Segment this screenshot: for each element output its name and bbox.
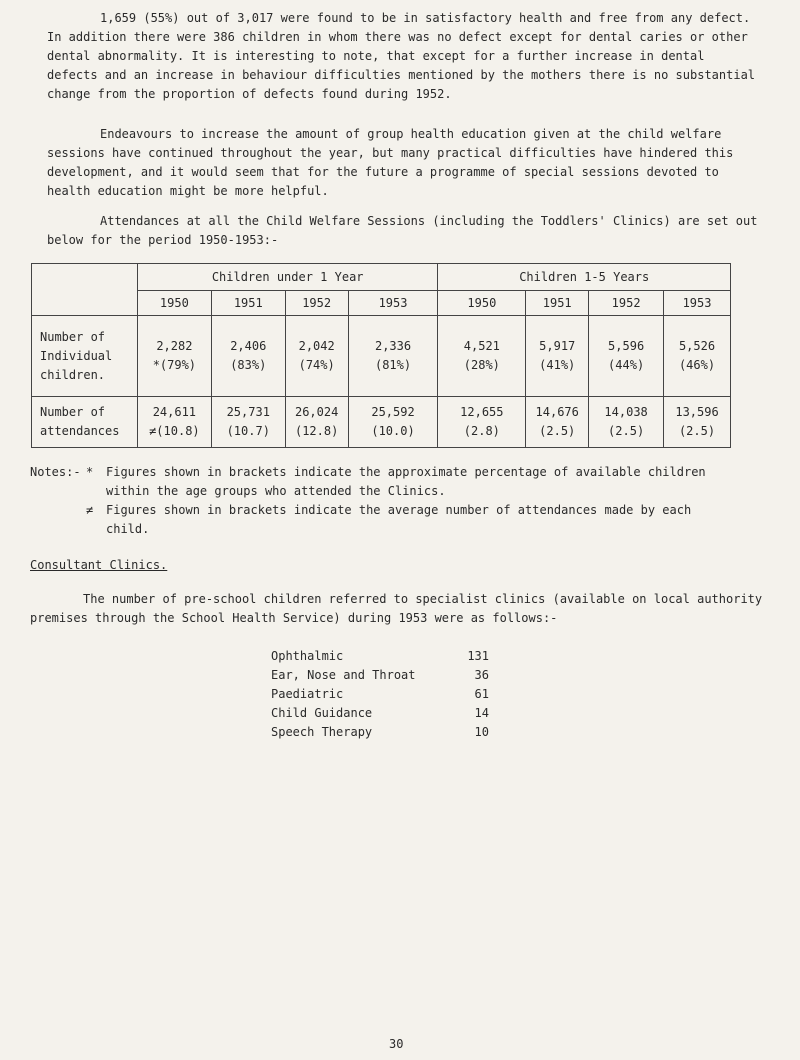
- attendance-table: [31, 263, 731, 448]
- note-symbol-asterisk: *: [86, 465, 94, 479]
- section-heading: Consultant Clinics.: [30, 558, 168, 572]
- table-cell: 26,024 (12.8): [285, 397, 348, 448]
- table-cell: 25,592 (10.0): [348, 397, 438, 448]
- year-header: 1953: [348, 291, 438, 316]
- table-cell: 2,336 (81%): [348, 316, 438, 397]
- note-2-line-2: child.: [106, 522, 150, 536]
- row-label-individual-children: Number of Individual children.: [32, 316, 138, 397]
- table-cell: 25,731 (10.7): [211, 397, 285, 448]
- note-1-line-2: within the age groups who attended the Clinics.: [106, 484, 446, 498]
- note-2-line-1: Figures shown in brackets indicate the average number of attendances made by each: [106, 503, 692, 517]
- year-header: 1952: [589, 291, 664, 316]
- table-corner: [32, 264, 138, 316]
- table-cell: 2,282 *(79%): [137, 316, 211, 397]
- intro-paragraph-1: 1,659 (55%) out of 3,017 were found to be in satisfactory health and free from any defect. In addition there were 386 children in whom there was no defect except for dental caries or other dental abnormality. It is interesting to note, that except for a further increase in dental defects and an increase in behaviour difficulties mentioned by the mothers there is no substantial change from the proportion of defects found during 1952.: [47, 11, 756, 101]
- table-cell: 5,526 (46%): [664, 316, 731, 397]
- group-header-under-1: Children under 1 Year: [137, 264, 438, 291]
- table-cell: 24,611 ≠(10.8): [137, 397, 211, 448]
- table-row-individual-children: [32, 316, 731, 397]
- page-number: 30: [389, 1037, 404, 1051]
- year-header: 1950: [137, 291, 211, 316]
- list-item: Paediatric 61: [271, 687, 489, 701]
- consultant-paragraph: The number of pre-school children referred to specialist clinics (available on local authority premises through the School Health Service) during 1953 were as follows:-: [30, 592, 763, 625]
- table-cell: 5,596 (44%): [589, 316, 664, 397]
- year-header: 1953: [664, 291, 731, 316]
- year-header: 1951: [526, 291, 589, 316]
- table-cell: 2,042 (74%): [285, 316, 348, 397]
- table-notes: [30, 463, 770, 539]
- clinics-list: [271, 647, 521, 742]
- table-cell: 5,917 (41%): [526, 316, 589, 397]
- notes-label: Notes:-: [30, 465, 81, 479]
- table-cell: 14,676 (2.5): [526, 397, 589, 448]
- note-symbol-dagger: ≠: [86, 503, 94, 517]
- year-header: 1950: [438, 291, 526, 316]
- year-header: 1951: [211, 291, 285, 316]
- intro-paragraph-3: Attendances at all the Child Welfare Sessions (including the Toddlers' Clinics) are set out below for the period 1950-1953:-: [47, 214, 758, 247]
- table-cell: 4,521 (28%): [438, 316, 526, 397]
- row-label-attendances: Number of attendances: [32, 397, 138, 448]
- list-item: Ophthalmic 131: [271, 649, 489, 663]
- year-header: 1952: [285, 291, 348, 316]
- table-cell: 12,655 (2.8): [438, 397, 526, 448]
- table-cell: 13,596 (2.5): [664, 397, 731, 448]
- list-item: Child Guidance 14: [271, 706, 489, 720]
- table-cell: 14,038 (2.5): [589, 397, 664, 448]
- table-row-attendances: [32, 397, 731, 448]
- group-header-1-5: Children 1-5 Years: [438, 264, 731, 291]
- table-header-groups: [32, 264, 731, 291]
- list-item: Speech Therapy 10: [271, 725, 489, 739]
- table-cell: 2,406 (83%): [211, 316, 285, 397]
- note-1-line-1: Figures shown in brackets indicate the approximate percentage of available children: [106, 465, 706, 479]
- list-item: Ear, Nose and Throat 36: [271, 668, 489, 682]
- intro-paragraph-2: Endeavours to increase the amount of group health education given at the child welfare sessions have continued throughout the year, but many practical difficulties have hindered this development, and it would seem that for the future a programme of special sessions devoted to health education might be more helpful.: [47, 127, 734, 198]
